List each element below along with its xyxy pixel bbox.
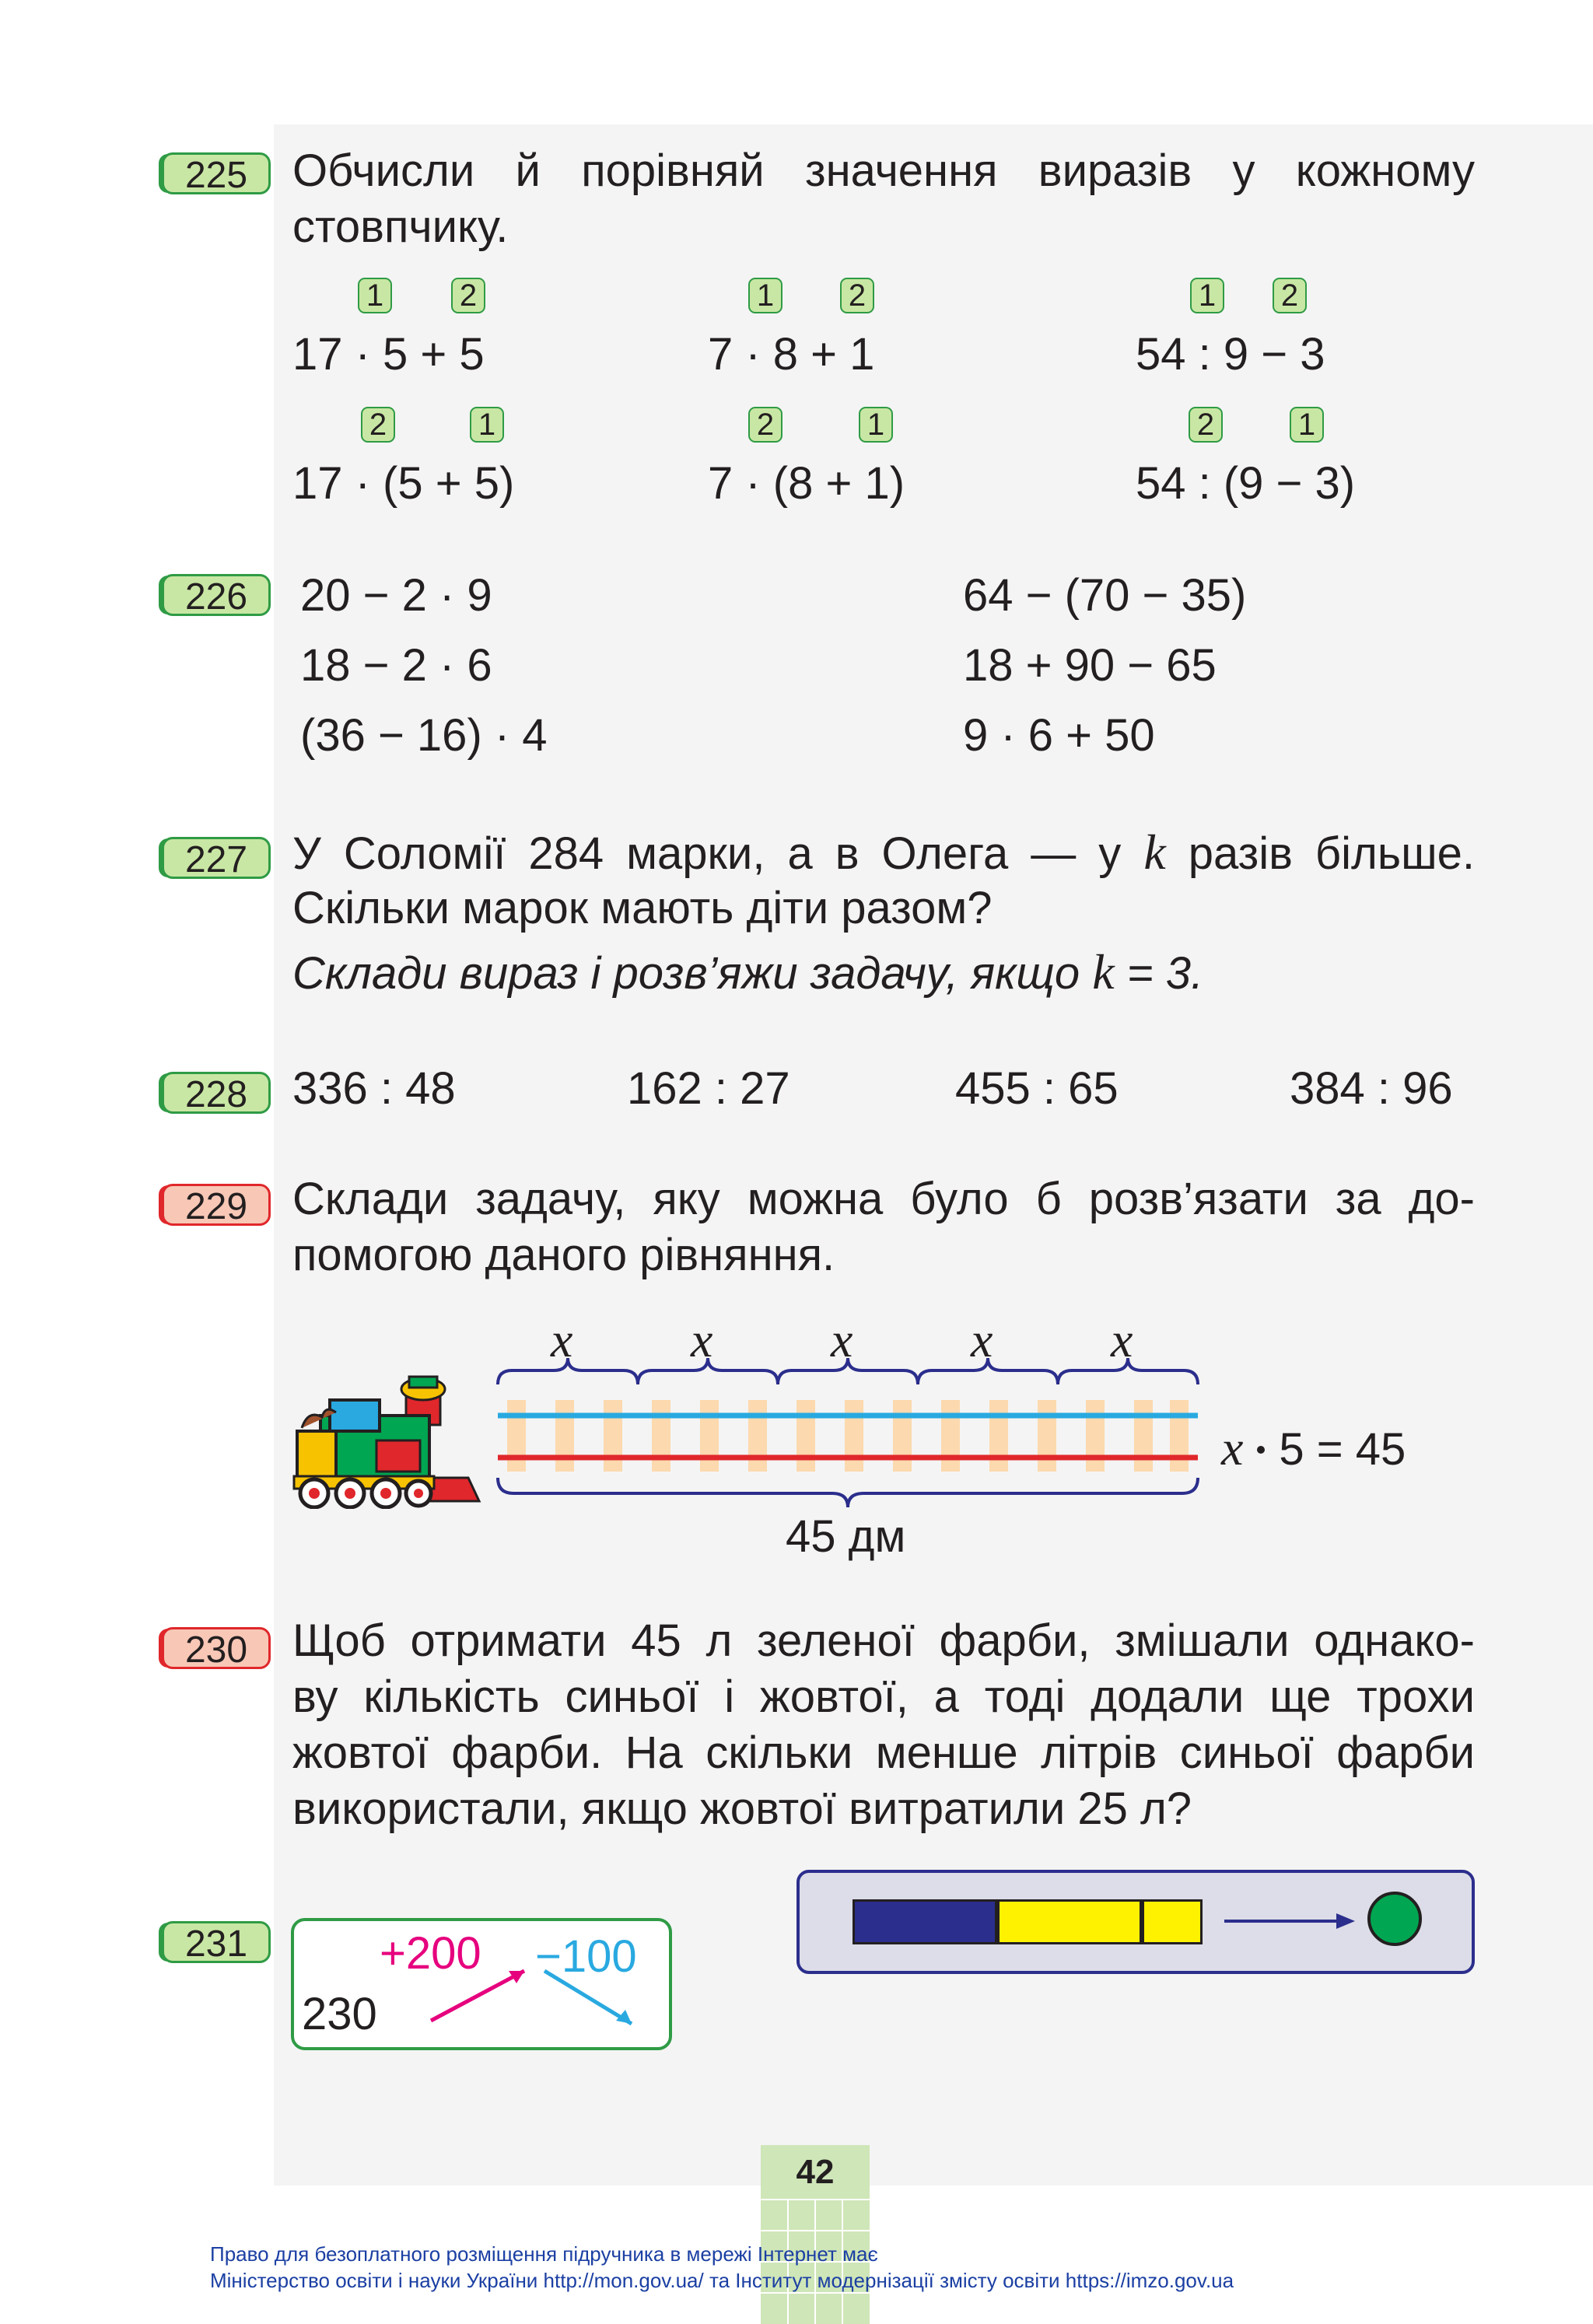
order-marker-1: 1 <box>748 278 782 313</box>
top-braces <box>498 1358 1198 1384</box>
exercise-227-line2: Скільки марок мають діти разом? <box>292 883 993 933</box>
exercise-230-line1: Щоб отримати 45 л зеленої фарби, змішали однако- <box>292 1615 1475 1666</box>
chain-start-number: 230 <box>302 1989 377 2039</box>
green-paint-circle <box>1367 1892 1422 1946</box>
order-marker-2: 2 <box>451 278 485 313</box>
page-number-tab <box>761 2145 870 2324</box>
paint-diagram <box>796 1870 1475 1974</box>
footer-line2: Міністерство освіти і науки України http://mon.gov.ua/ та Інститут модернізації змісту освіти https://imzo.gov.ua <box>210 2269 1234 2292</box>
footer-line1: Право для безоплатного розміщення підручника в мережі Інтернет має <box>210 2242 878 2266</box>
exercise-number-230: 230 <box>162 1627 271 1669</box>
expression: 64 − (70 − 35) <box>963 570 1247 621</box>
exercise-229-line2: помогою даного рівняння. <box>292 1230 835 1280</box>
segment-label-x: x <box>971 1312 993 1367</box>
exercise-227-line3 <box>292 944 1475 1000</box>
exercise-number-227: 227 <box>162 837 271 879</box>
order-marker-1: 1 <box>1290 407 1324 443</box>
expression: 54 : (9 − 3) <box>1136 458 1356 509</box>
exercise-229-text <box>292 1171 1475 1283</box>
expression: (36 − 16) · 4 <box>300 710 548 761</box>
equation-rest: 5 = 45 <box>1279 1424 1406 1475</box>
variable-x: x <box>1221 1420 1244 1475</box>
segment-label-x: x <box>831 1312 853 1367</box>
order-marker-2: 2 <box>840 278 874 313</box>
expression: 336 : 48 <box>292 1063 456 1114</box>
expression: 20 − 2 · 9 <box>300 570 492 621</box>
order-marker-2: 2 <box>1273 278 1307 313</box>
order-marker-1: 1 <box>470 407 504 443</box>
segment-label-x: x <box>691 1312 713 1367</box>
equation <box>1221 1420 1406 1478</box>
bottom-brace <box>498 1478 1198 1507</box>
order-marker-2: 2 <box>1189 407 1223 443</box>
rail-ties <box>507 1400 1189 1472</box>
variable-k: k <box>1143 824 1166 880</box>
order-marker-1: 1 <box>358 278 392 313</box>
exercise-230-text <box>292 1613 1475 1837</box>
order-marker-1: 1 <box>859 407 893 443</box>
exercise-230-line4: використали, якщо жовтої витратили 25 л? <box>292 1783 1192 1834</box>
exercise-225-text <box>292 143 1475 255</box>
train-illustration <box>289 1353 484 1509</box>
yellow-paint-equal-bar <box>997 1899 1142 1944</box>
exercise-225-line2: стовпчику. <box>292 201 509 252</box>
expression: 9 · 6 + 50 <box>963 710 1155 761</box>
exercise-number-228: 228 <box>162 1072 271 1114</box>
exercise-number-229: 229 <box>162 1184 271 1226</box>
yellow-paint-extra-bar <box>1142 1899 1203 1944</box>
chain-box <box>291 1918 672 2050</box>
multiply-dot <box>1257 1446 1265 1454</box>
exercise-225-line1: Обчисли й порівняй значення виразів у кожному <box>292 145 1475 196</box>
expression: 384 : 96 <box>1290 1063 1453 1114</box>
expression: 162 : 27 <box>627 1063 790 1114</box>
exercise-230-line3: жовтої фарби. На скільки менше літрів синьої фарби <box>292 1727 1475 1778</box>
arrow-right-icon <box>1220 1907 1360 1935</box>
blue-paint-bar <box>853 1899 997 1944</box>
variable-k: k <box>1092 944 1115 999</box>
railway-diagram <box>490 1353 1206 1532</box>
exercise-number-226: 226 <box>162 574 271 616</box>
segment-label-x: x <box>1111 1312 1133 1367</box>
expression: 7 · 8 + 1 <box>708 329 875 380</box>
expression: 7 · (8 + 1) <box>708 458 905 509</box>
text-part: У Соломії 284 марки, а в Олега — у <box>292 828 1122 879</box>
operation-plus-200: +200 <box>380 1928 481 1979</box>
text-part: разів більше. <box>1188 828 1476 879</box>
expression: 17 · 5 + 5 <box>292 329 485 380</box>
expression: 17 · (5 + 5) <box>292 458 515 509</box>
page-number: 42 <box>796 2153 835 2191</box>
segment-label-x: x <box>551 1312 573 1367</box>
order-marker-1: 1 <box>1190 278 1224 313</box>
expression: 54 : 9 − 3 <box>1136 329 1325 380</box>
chain-arrows <box>294 1921 669 2047</box>
expression: 455 : 65 <box>955 1063 1119 1114</box>
exercise-227-line1 <box>292 824 1475 880</box>
exercise-230-line2: ву кількість синьої і жовтої, а тоді додали ще трохи <box>292 1671 1475 1722</box>
exercise-229-line1: Склади задачу, яку можна було б розв’язати за до- <box>292 1174 1475 1224</box>
order-marker-2: 2 <box>361 407 395 443</box>
exercise-number-231: 231 <box>162 1921 271 1963</box>
expression: 18 − 2 · 6 <box>300 640 492 691</box>
operation-minus-100: −100 <box>535 1931 637 1982</box>
exercise-number-225: 225 <box>162 152 271 194</box>
text-part: = 3. <box>1126 948 1204 999</box>
expression: 18 + 90 − 65 <box>963 640 1217 691</box>
text-part: Склади вираз і розв’яжи задачу, якщо <box>292 948 1080 999</box>
exercise-227-text <box>292 824 1475 1000</box>
total-length-label: 45 дм <box>786 1511 906 1562</box>
order-marker-2: 2 <box>748 407 782 443</box>
